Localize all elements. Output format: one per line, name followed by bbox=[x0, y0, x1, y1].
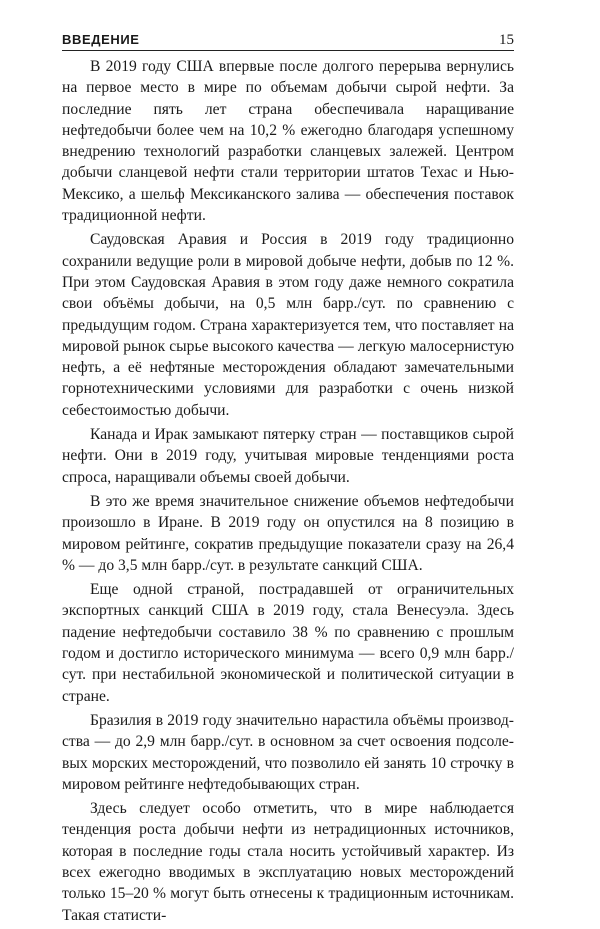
paragraph: В это же время значительное снижение объемов нефтедобычи произошло в Иране. В 2019 году он опустился на 8 позицию в мировом рейтинге, сократив предыдущие показатели сразу на 26,4 % — до 3,5 млн барр./сут. в результате санкций США. bbox=[62, 492, 514, 574]
paragraph: Здесь следует особо отметить, что в мире наблюдается тенденция роста добычи нефти из нетрадиционных источников, которая в последние годы стала носить устойчивый характер. Из всех ежегодно вводимых в эксплуатацию новых месторождений только 15–20 % могут быть отнесены к традиционным источникам. Такая статисти- bbox=[62, 800, 514, 924]
body-text bbox=[62, 56, 514, 929]
paragraph: Канада и Ирак замыкают пятерку стран — поставщиков сырой нефти. Они в 2019 году, учитывая мировые тенденциями роста спроса, наращивали объемы своей добычи. bbox=[62, 426, 514, 486]
paragraph: Саудовская Аравия и Россия в 2019 году традиционно сохранили ведущие роли в мировой добыче нефти, добыв по 12 %. При этом Саудовская Аравия в этом году даже немного сократила свои объёмы добычи, на 0,5 млн барр./сут. по сравнению с предыдущим годом. Страна характеризуется тем, что поставляет на мировой рынок сырье высокого качества — легкую малосернистую нефть, а её нефтяные месторождения обладают замечательными горнотехническими условиями для разработки с очень низкой себестоимостью добычи. bbox=[62, 231, 514, 419]
page-number: 15 bbox=[499, 32, 514, 48]
paragraph: Еще одной страной, пострадавшей от ограничительных экспортных санкций США в 2019 году, стала Венесуэла. Здесь падение нефтедобычи составило 38 % по сравнению с прошлым годом и достигло исторического минимума — всего 0,9 млн барр./сут. при нестабильной экономической и политической ситуации в стране. bbox=[62, 581, 514, 705]
section-title: ВВЕДЕНИЕ bbox=[62, 32, 140, 47]
running-header bbox=[62, 30, 514, 51]
paragraph: В 2019 году США впервые после долгого перерыва вернулись на первое место в мире по объемам добычи сырой нефти. За последние пять лет страна обеспечивала наращивание нефтедобычи более чем на 10,2 % ежегодно благодаря успешному внедрению технологий разработки сланцевых залежей. Центром добычи сланцевой нефти стали территории штатов Техас и Нью-Мексико, а шельф Мексиканского залива — обеспечения поставок традиционной нефти. bbox=[62, 58, 514, 225]
paragraph: Бразилия в 2019 году значительно нарастила объёмы производства — до 2,9 млн барр./сут. в основном за счет освоения подсолевых морских месторождений, что позволило ей занять 10 строчку в мировом рейтинге нефтедобывающих стран. bbox=[62, 711, 514, 793]
